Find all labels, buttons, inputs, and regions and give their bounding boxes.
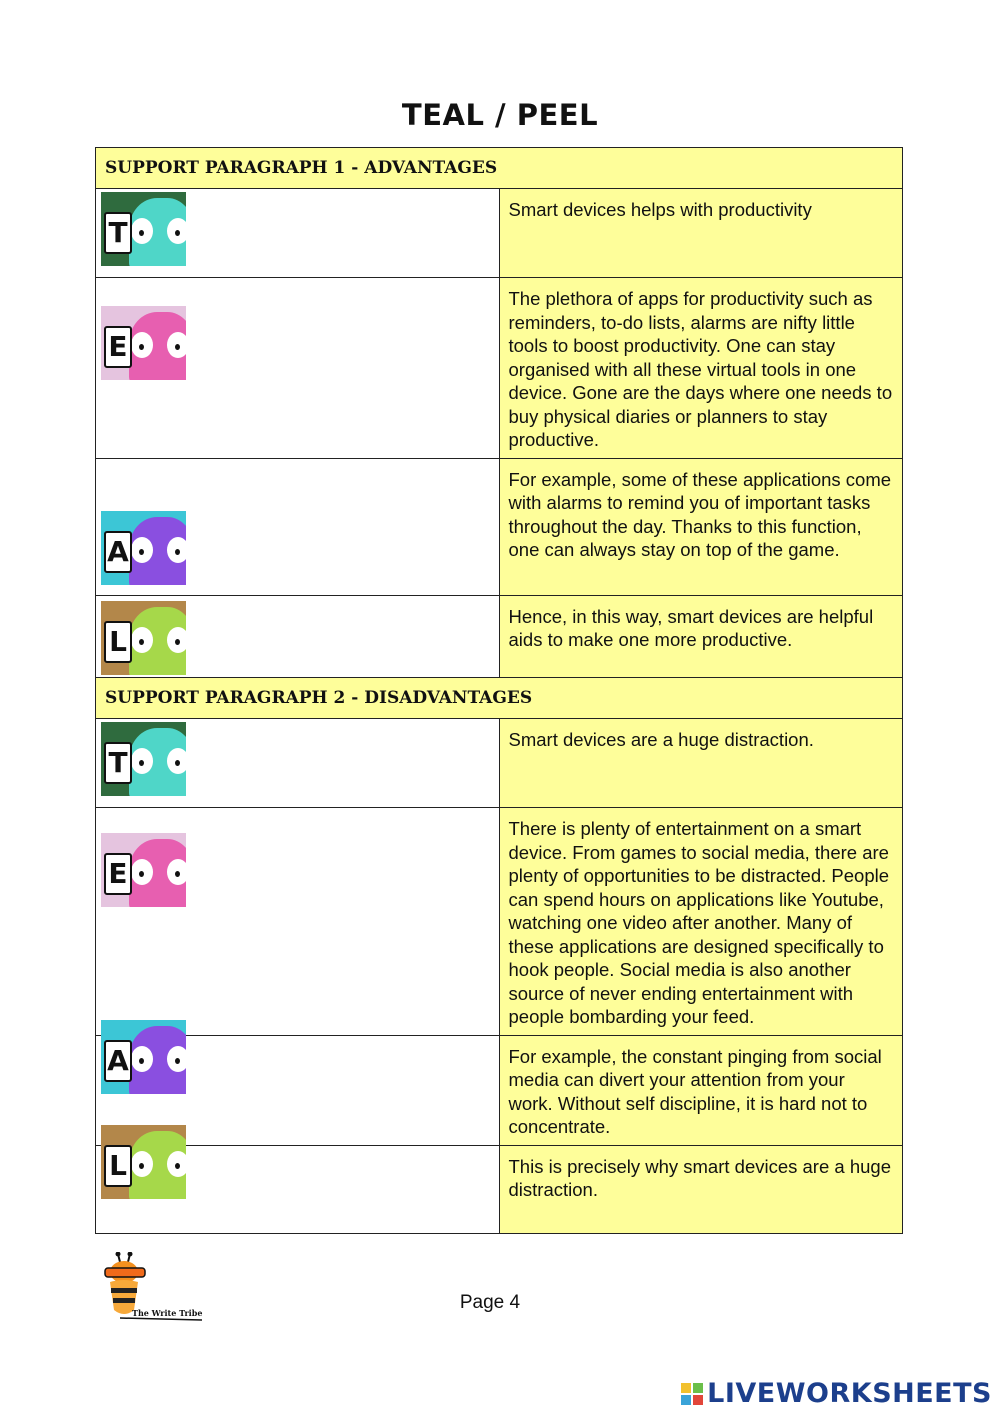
pink-monster-e-icon: E (101, 833, 186, 907)
logo-text: The Write Tribe (132, 1308, 203, 1318)
table-row (96, 1035, 903, 1145)
table-row (96, 808, 903, 1036)
liveworksheets-logo-icon (681, 1383, 703, 1405)
green-monster-l-icon: L (101, 1125, 186, 1199)
link-text: This is precisely why smart devices are a huge distraction. (499, 1145, 903, 1233)
table-heading: SUPPORT PARAGRAPH 1 - ADVANTAGES (96, 148, 903, 189)
analyse-text: For example, the constant pinging from social media can divert your attention from your work. Without self discipline, it is hard not to concentrate. (499, 1035, 903, 1145)
liveworksheets-watermark (681, 1378, 992, 1409)
teal-monster-t-icon: T (101, 722, 186, 796)
explain-text: There is plenty of entertainment on a smart device. From games to social media, there are plenty of opportunities to be distracted. People can spend hours on applications like Youtube, watching one video after another. Many of these applications are designed specifically to hook people. Social media is also another source of never ending entertainment with people bombarding your feed. (499, 808, 903, 1036)
table-heading: SUPPORT PARAGRAPH 2 - DISADVANTAGES (96, 678, 903, 719)
link-text: Hence, in this way, smart devices are helpful aids to make one more productive. (499, 595, 903, 683)
teal-table-advantages (95, 147, 903, 684)
explain-text: The plethora of apps for productivity such as reminders, to-do lists, alarms are nifty little tools to boost productivity. One can stay organised with all these virtual tools in one device. Gone are the days where one needs to buy physical diaries or planners to stay productive. (499, 278, 903, 459)
table-row (96, 595, 903, 683)
page-title: TEAL / PEEL (401, 98, 599, 132)
pink-monster-e-icon: E (101, 306, 186, 380)
watermark-text: LIVEWORKSHEETS (707, 1378, 992, 1409)
table-row (96, 458, 903, 595)
analyse-text: For example, some of these applications come with alarms to remind you of important tasks throughout the day. Thanks to this function, one can always stay on top of the game. (499, 458, 903, 595)
purple-monster-a-icon: A (101, 511, 186, 585)
table-row (96, 278, 903, 459)
page-number: Page 4 (459, 1292, 521, 1313)
table-row (96, 189, 903, 278)
topic-text: Smart devices helps with productivity (499, 189, 903, 278)
teal-monster-t-icon: T (101, 192, 186, 266)
purple-monster-a-icon: A (101, 1020, 186, 1094)
green-monster-l-icon: L (101, 601, 186, 675)
topic-text: Smart devices are a huge distraction. (499, 719, 903, 808)
teal-table-disadvantages (95, 677, 903, 1234)
table-row (96, 719, 903, 808)
table-row (96, 1145, 903, 1233)
